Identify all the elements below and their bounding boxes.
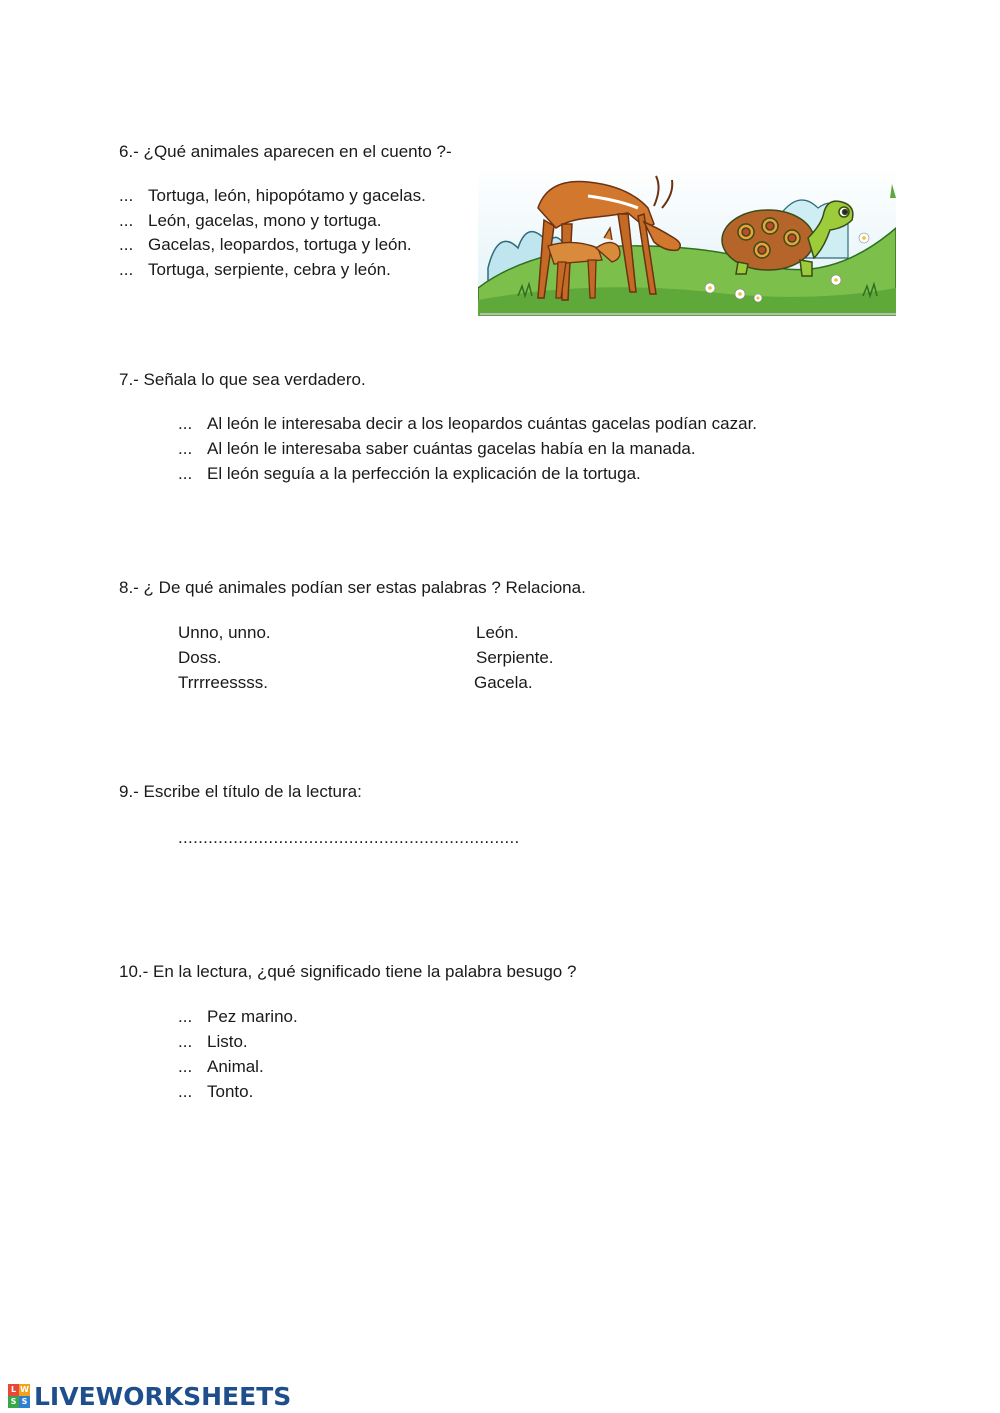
gazelles-turtle-illustration xyxy=(478,168,896,316)
q6-option-4: Tortuga, serpiente, cebra y león. xyxy=(148,260,391,279)
q8-question: 8.- ¿ De qué animales podían ser estas palabras ? Relaciona. xyxy=(119,578,586,597)
q10-blank-1[interactable]: ... xyxy=(178,1007,193,1026)
q10-blank-2[interactable]: ... xyxy=(178,1032,193,1051)
q10-option-2: Listo. xyxy=(207,1032,248,1051)
q8-left-item-1[interactable]: Unno, unno. xyxy=(178,623,271,642)
q6-blank-1[interactable]: ... xyxy=(119,186,134,205)
q8-left-item-2[interactable]: Doss. xyxy=(178,648,222,667)
q10-option-1: Pez marino. xyxy=(207,1007,298,1026)
q6-option-3: Gacelas, leopardos, tortuga y león. xyxy=(148,235,412,254)
q6-option-1: Tortuga, león, hipopótamo y gacelas. xyxy=(148,186,426,205)
q6-blank-4[interactable]: ... xyxy=(119,260,134,279)
q10-option-4: Tonto. xyxy=(207,1082,254,1101)
q7-blank-1[interactable]: ... xyxy=(178,414,193,433)
logo-mark-icon: L W S S xyxy=(8,1384,30,1408)
q9-question: 9.- Escribe el título de la lectura: xyxy=(119,782,362,801)
logo-text: LIVEWORKSHEETS xyxy=(34,1381,292,1411)
q6-option-2: León, gacelas, mono y tortuga. xyxy=(148,211,382,230)
q8-right-item-1[interactable]: León. xyxy=(476,623,519,642)
q7-option-3: El león seguía a la perfección la explicación de la tortuga. xyxy=(207,464,641,483)
q8-left-item-3[interactable]: Trrrreessss. xyxy=(178,673,269,692)
q7-blank-2[interactable]: ... xyxy=(178,439,193,458)
q7-option-1: Al león le interesaba decir a los leopardos cuántas gacelas podían cazar. xyxy=(207,414,758,433)
q9-answer-line[interactable]: .................................................................... xyxy=(178,828,520,847)
q10-blank-4[interactable]: ... xyxy=(178,1082,193,1101)
q7-blank-3[interactable]: ... xyxy=(178,464,193,483)
q8-right-item-2[interactable]: Serpiente. xyxy=(476,648,554,667)
q10-question: 10.- En la lectura, ¿qué significado tiene la palabra besugo ? xyxy=(119,962,577,981)
q6-question: 6.- ¿Qué animales aparecen en el cuento ?- xyxy=(119,142,452,161)
q7-question: 7.- Señala lo que sea verdadero. xyxy=(119,370,366,389)
q6-blank-3[interactable]: ... xyxy=(119,235,134,254)
q10-option-3: Animal. xyxy=(207,1057,264,1076)
q6-blank-2[interactable]: ... xyxy=(119,211,134,230)
q8-right-item-3[interactable]: Gacela. xyxy=(474,673,533,692)
liveworksheets-logo xyxy=(8,1381,291,1411)
q10-blank-3[interactable]: ... xyxy=(178,1057,193,1076)
q7-option-2: Al león le interesaba saber cuántas gacelas había en la manada. xyxy=(207,439,696,458)
